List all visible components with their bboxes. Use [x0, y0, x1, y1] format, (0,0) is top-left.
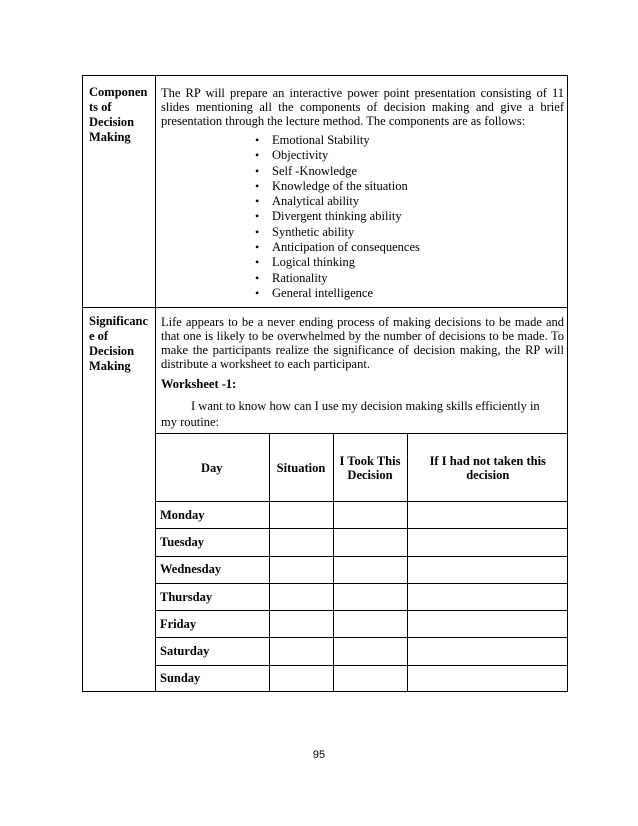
day-cell: Saturday [155, 638, 269, 665]
bullet-item: • Anticipation of consequences [255, 240, 420, 255]
bullet-item: • Emotional Stability [255, 133, 420, 148]
row-divider [83, 307, 567, 308]
empty-cell[interactable] [269, 556, 333, 583]
table-row [155, 556, 568, 583]
empty-cell[interactable] [407, 665, 568, 692]
day-cell: Sunday [155, 665, 269, 692]
significance-row-label [89, 314, 151, 374]
label-line: Decision [89, 344, 135, 358]
paragraph-line: distribute a worksheet to each participant. [161, 357, 370, 371]
empty-cell[interactable] [407, 556, 568, 583]
bullet-item: • Synthetic ability [255, 225, 420, 240]
empty-cell[interactable] [269, 502, 333, 529]
empty-cell[interactable] [269, 638, 333, 665]
bullet-item: • Analytical ability [255, 194, 420, 209]
empty-cell[interactable] [269, 665, 333, 692]
components-row-label [89, 85, 151, 145]
empty-cell[interactable] [269, 583, 333, 610]
table-row [155, 665, 568, 692]
label-line: ts of [89, 100, 112, 114]
paragraph-line: make the participants realize the significance of decision making, the RP will [161, 343, 564, 357]
bullet-item: • Logical thinking [255, 255, 420, 270]
header-situation: Situation [269, 434, 333, 502]
day-cell: Friday [155, 611, 269, 638]
prompt-line: my routine: [161, 415, 219, 429]
content-table [82, 75, 568, 692]
worksheet-table [155, 433, 568, 692]
paragraph-line: The RP will prepare an interactive power point presentation consisting of 11 [161, 86, 564, 100]
empty-cell[interactable] [333, 529, 407, 556]
components-paragraph [161, 86, 564, 128]
bullet-item: • Objectivity [255, 148, 420, 163]
empty-cell[interactable] [333, 665, 407, 692]
header-decision: I Took This Decision [333, 434, 407, 502]
paragraph-line: that one is likely to be overwhelmed by the number of decisions to be made. To [161, 329, 564, 343]
empty-cell[interactable] [407, 611, 568, 638]
label-line: e of [89, 329, 109, 343]
empty-cell[interactable] [407, 583, 568, 610]
empty-cell[interactable] [333, 611, 407, 638]
day-cell: Monday [155, 502, 269, 529]
bullet-item: • Rationality [255, 271, 420, 286]
table-row [155, 529, 568, 556]
day-cell: Wednesday [155, 556, 269, 583]
page-number: 95 [312, 749, 326, 761]
label-line: Componen [89, 85, 148, 99]
header-alternative: If I had not taken this decision [407, 434, 568, 502]
table-row [155, 583, 568, 610]
bullet-item: • Knowledge of the situation [255, 179, 420, 194]
day-cell: Tuesday [155, 529, 269, 556]
empty-cell[interactable] [407, 502, 568, 529]
empty-cell[interactable] [333, 583, 407, 610]
components-bullet-list [255, 133, 420, 301]
paragraph-line: presentation through the lecture method. The components are as follows: [161, 114, 526, 128]
bullet-item: • Divergent thinking ability [255, 209, 420, 224]
paragraph-line: Life appears to be a never ending process of making decisions to be made and [161, 315, 564, 329]
significance-paragraph [161, 315, 564, 371]
day-cell: Thursday [155, 583, 269, 610]
empty-cell[interactable] [407, 638, 568, 665]
label-line: Making [89, 359, 131, 373]
table-row [155, 638, 568, 665]
worksheet-prompt [161, 398, 564, 430]
label-line: Making [89, 130, 131, 144]
empty-cell[interactable] [333, 556, 407, 583]
table-row [155, 502, 568, 529]
header-day: Day [155, 434, 269, 502]
prompt-line: I want to know how can I use my decision making skills efficiently in [191, 399, 540, 413]
bullet-item: • Self -Knowledge [255, 164, 420, 179]
empty-cell[interactable] [333, 502, 407, 529]
table-row [155, 611, 568, 638]
label-line: Significanc [89, 314, 149, 328]
empty-cell[interactable] [333, 638, 407, 665]
worksheet-title: Worksheet -1: [161, 377, 237, 391]
empty-cell[interactable] [269, 529, 333, 556]
empty-cell[interactable] [407, 529, 568, 556]
label-line: Decision [89, 115, 135, 129]
bullet-item: • General intelligence [255, 286, 420, 301]
paragraph-line: slides mentioning all the components of decision making and give a brief [161, 100, 564, 114]
worksheet-header-row [155, 434, 568, 502]
empty-cell[interactable] [269, 611, 333, 638]
